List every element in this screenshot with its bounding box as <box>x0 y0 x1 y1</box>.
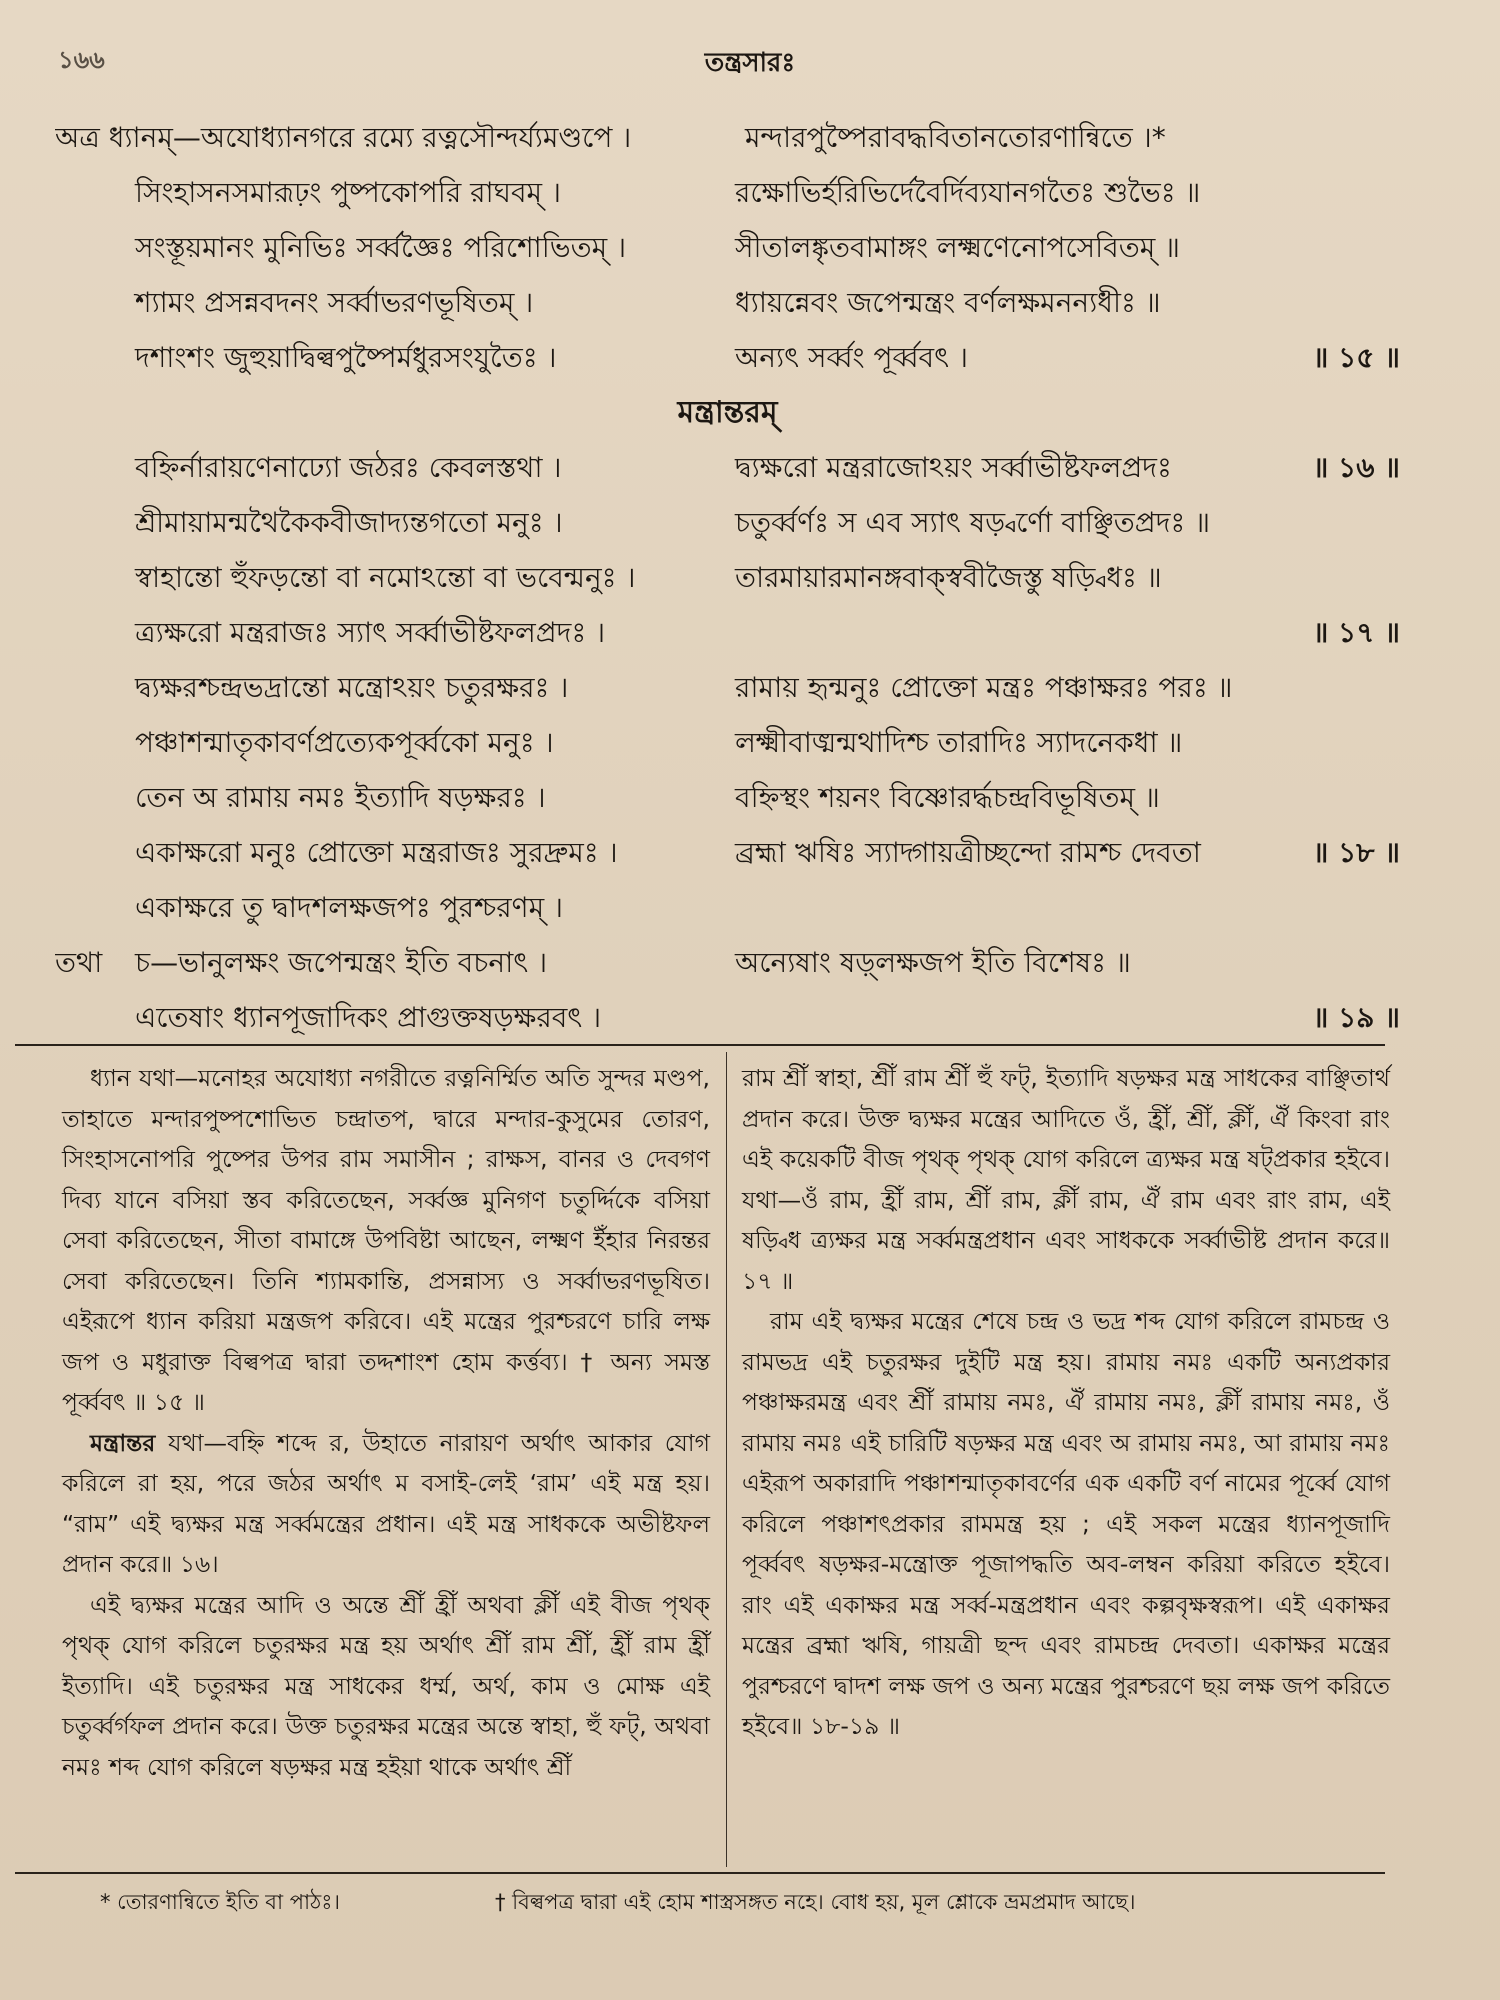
verse-second-half: চতুর্ব্বর্ণঃ স এব স্যাৎ ষড়্বর্ণো বাঞ্ছিতপ্রদঃ ॥ <box>735 506 1211 539</box>
verse-first-half: একাক্ষরে তু দ্বাদশলক্ষজপঃ পুরশ্চরণম্ । <box>135 891 564 924</box>
verse-line <box>55 990 1400 1045</box>
verse-second-half: দ্ব্যক্ষরো মন্ত্ররাজোঽয়ং সর্ব্বাভীষ্টফলপ্রদঃ <box>735 451 1172 484</box>
column-divider <box>726 1052 727 1867</box>
verse-first-half: সিংহাসনসমারূঢ়ং পুষ্পকোপরি রাঘবম্ । <box>135 176 561 209</box>
verse-first-half: দশাংশং জুহুয়াদ্বিল্বপুষ্পৈর্মধুরসংযুতৈঃ । <box>135 341 557 374</box>
verse-first-half: সংস্তূয়মানং মুনিভিঃ সর্ব্বজ্ঞৈঃ পরিশোভিতম্ । <box>135 231 627 264</box>
verse-first-half: শ্রীমায়ামন্মথৈকৈকবীজাদ্যন্তগতো মনুঃ । <box>135 506 563 539</box>
verse-first-half: চ—ভানুলক্ষং জপেন্মন্ত্রং ইতি বচনাৎ । <box>135 946 548 979</box>
footnote-divider <box>15 1872 1385 1874</box>
verse-first-half: এতেষাং ধ্যানপূজাদিকং প্রাগুক্তষড়ক্ষরবৎ । <box>135 1001 602 1034</box>
verse-first-half: ত্র্যক্ষরো মন্ত্ররাজঃ স্যাৎ সর্ব্বাভীষ্টফলপ্রদঃ । <box>135 616 606 649</box>
verse-second-half: বহ্নিস্থং শয়নং বিষ্ণোরর্দ্ধচন্দ্রবিভূষিতম্ ॥ <box>735 781 1160 814</box>
verse-second-half: লক্ষ্মীবাঙ্মন্মথাদিশ্চ তারাদিঃ স্যাদনেকধা ॥ <box>735 726 1183 759</box>
section-heading-text: মন্ত্রান্তরম্ <box>677 395 778 430</box>
verse-line <box>55 605 1400 660</box>
verse-first-half: স্বাহান্তো হুঁফড়ন্তো বা নমোঽন্তো বা ভবেন্মনুঃ । <box>135 561 636 594</box>
verse-second-half: অন্যেষাং ষড়্লক্ষজপ ইতি বিশেষঃ ॥ <box>735 946 1131 979</box>
verse-line <box>55 550 1400 605</box>
verse-first-half: পঞ্চাশন্মাতৃকাবর্ণপ্রত্যেকপূর্ব্বকো মনুঃ । <box>135 726 554 759</box>
verse-second-half: মন্দারপুষ্পৈরাবদ্ধবিতানতোরণান্বিতে ।* <box>745 121 1166 154</box>
verse-second-half: সীতালঙ্কৃতবামাঙ্গং লক্ষ্মণেনোপসেবিতম্ ॥ <box>735 231 1181 264</box>
verse-number: ॥ ১৮ ॥ <box>1312 836 1400 869</box>
commentary-paragraph: রাম এই দ্ব্যক্ষর মন্ত্রের শেষে চন্দ্র ও ভদ্র শব্দ যোগ করিলে রামচন্দ্র ও রামভদ্র এই চতুরক্ষর দুইটি মন্ত্র হয়। রামায় নমঃ একটি অন্যপ্রকার পঞ্চাক্ষরমন্ত্র এবং শ্রীঁ রামায় নমঃ, ঐঁ রামায় নমঃ, ক্লীঁ রামায় নমঃ, ওঁ রামায় নমঃ এই চারিটি ষড়ক্ষর মন্ত্র এবং অ রামায় নমঃ, আ রামায় নমঃ এইরূপ অকারাদি পঞ্চাশন্মাতৃকাবর্ণের এক একটি বর্ণ নামের পূর্ব্বে যোগ করিলে পঞ্চাশৎপ্রকার রামমন্ত্র হয় ; এই সকল মন্ত্রের ধ্যানপূজাদি পূর্ব্ববৎ ষড়ক্ষর-মন্ত্রোক্ত পূজাপদ্ধতি অব-লম্বন করিয়া করিতে হইবে। রাং এই একাক্ষর মন্ত্র সর্ব্ব-মন্ত্রপ্রধান এবং কল্পবৃক্ষস্বরূপ। এই একাক্ষর মন্ত্রের ব্রহ্মা ঋষি, গায়ত্রী ছন্দ এবং রামচন্দ্র দেবতা। একাক্ষর মন্ত্রের পুরশ্চরণে দ্বাদশ লক্ষ জপ ও অন্য মন্ত্রের পুরশ্চরণে ছয় লক্ষ জপ করিতে হইবে॥ ১৮-১৯ ॥ <box>742 1307 1390 1740</box>
verse-first-half: তেন অ রামায় নমঃ ইত্যাদি ষড়ক্ষরঃ । <box>135 781 546 814</box>
verse-line <box>55 495 1400 550</box>
verse-line <box>55 715 1400 770</box>
verse-first-half: বহ্নির্নারায়ণেনাঢ্যো জঠরঃ কেবলস্তথা । <box>135 451 562 484</box>
verse-second-half: ব্রহ্মা ঋষিঃ স্যাদ্গায়ত্রীচ্ছন্দো রামশ্চ দেবতা <box>735 836 1201 869</box>
paragraph-text: এই দ্ব্যক্ষর মন্ত্রের আদি ও অন্তে শ্রীঁ হ্রীঁ অথবা ক্লীঁ এই বীজ পৃথক্ পৃথক্ যোগ করিলে চতুরক্ষর মন্ত্র হয় অর্থাৎ শ্রীঁ রাম শ্রীঁ, হ্রীঁ রাম হ্রীঁ ইত্যাদি। এই চতুরক্ষর মন্ত্র সাধকের ধর্ম্ম, অর্থ, কাম ও মোক্ষ এই চতুর্ব্বর্গফল প্রদান করে। উক্ত চতুরক্ষর মন্ত্রের অন্তে স্বাহা, হুঁ ফট্, অথবা নমঃ শব্দ যোগ করিলে ষড়ক্ষর মন্ত্র হইয়া থাকে অর্থাৎ শ্রীঁ <box>62 1590 710 1781</box>
commentary-left-column <box>62 1058 710 1787</box>
commentary-paragraph <box>62 1585 710 1788</box>
verse-line <box>55 275 1400 330</box>
verse-line <box>55 935 1400 990</box>
verse-line <box>55 660 1400 715</box>
sanskrit-verses <box>55 110 1400 1045</box>
commentary-paragraph <box>62 1058 710 1423</box>
verse-first-half: দ্ব্যক্ষরশ্চন্দ্রভদ্রান্তো মন্ত্রোঽয়ং চতুরক্ষরঃ । <box>135 671 569 704</box>
section-heading <box>55 385 1400 440</box>
footnote-editorial-note: † বিল্বপত্র দ্বারা এই হোম শাস্ত্রসঙ্গত নহে। বোধ হয়, মূল শ্লোকে ভ্রমপ্রমাদ আছে। <box>495 1890 1136 1914</box>
verse-number: ॥ ১৫ ॥ <box>1312 341 1400 374</box>
paragraph-text: ধ্যান যথা—মনোহর অযোধ্যা নগরীতে রত্ননির্ম্মিত অতি সুন্দর মণ্ডপ, তাহাতে মন্দারপুষ্পশোভিত চন্দ্রাতপ, দ্বারে মন্দার-কুসুমের তোরণ, সিংহাসনোপরি পুষ্পের উপর রাম সমাসীন ; রাক্ষস, বানর ও দেবগণ দিব্য যানে বসিয়া স্তব করিতেছেন, সর্ব্বজ্ঞ মুনিগণ চতুর্দ্দিকে বসিয়া সেবা করিতেছেন, সীতা বামাঙ্গে উপবিষ্টা আছেন, লক্ষ্মণ ইঁহার নিরন্তর সেবা করিতেছেন। তিনি শ্যামকান্তি, প্রসন্নাস্য ও সর্ব্বাভরণভূষিত। এইরূপে ধ্যান করিয়া মন্ত্রজপ করিবে। এই মন্ত্রের পুরশ্চরণে চারি লক্ষ জপ ও মধুরাক্ত বিল্বপত্র দ্বারা তদ্দশাংশ হোম কর্ত্তব্য। † অন্য সমস্ত পূর্ব্ববৎ ॥ ১৫ ॥ <box>62 1064 710 1416</box>
verse-number: ॥ ১৯ ॥ <box>1312 1001 1400 1034</box>
paragraph-text: যথা—বহ্নি শব্দে র, উহাতে নারায়ণ অর্থাৎ আকার যোগ করিলে রা হয়, পরে জঠর অর্থাৎ ম বসাই-লেই ‘রাম’ এই মন্ত্র হয়। “রাম” এই দ্ব্যক্ষর মন্ত্র সর্ব্বমন্ত্রের প্রধান। এই মন্ত্র সাধককে অভীষ্টফল প্রদান করে॥ ১৬। <box>62 1428 710 1578</box>
verse-line <box>55 165 1400 220</box>
verse-number: ॥ ১৭ ॥ <box>1312 616 1400 649</box>
verse-second-half: অন্যৎ সর্ব্বং পূর্ব্ববৎ । <box>735 341 969 374</box>
footnote-variant-reading: * তোরণান্বিতে ইতি বা পাঠঃ। <box>100 1890 340 1914</box>
verse-line <box>55 330 1400 385</box>
verse-second-half: রক্ষোভির্হরিভির্দেবৈর্দিব্যযানগতৈঃ শুভৈঃ ॥ <box>735 176 1201 209</box>
verse-line <box>55 440 1400 495</box>
verse-line <box>55 880 1400 935</box>
page-number: ১৬৬ <box>58 46 105 74</box>
verse-second-half: তারমায়ারমানঙ্গবাক্স্ববীজৈস্তু ষড়্বিধঃ ॥ <box>735 561 1162 594</box>
verse-first-half: একাক্ষরো মনুঃ প্রোক্তো মন্ত্ররাজঃ সুরদ্রুমঃ । <box>135 836 618 869</box>
paragraph-lead: মন্ত্রান্তর <box>90 1428 156 1457</box>
commentary-right-column <box>742 1058 1390 1747</box>
verse-line <box>55 110 1400 165</box>
commentary-paragraph: রাম শ্রীঁ স্বাহা, শ্রীঁ রাম শ্রীঁ হুঁ ফট্, ইত্যাদি ষড়ক্ষর মন্ত্র সাধকের বাঞ্ছিতার্থ প্রদান করে। উক্ত দ্ব্যক্ষর মন্ত্রের আদিতে ওঁ, হ্রীঁ, শ্রীঁ, ক্লীঁ, ঐঁ কিংবা রাং এই কয়েকটি বীজ পৃথক্ পৃথক্ যোগ করিলে ত্র্যক্ষর মন্ত্র ষট্প্রকার হইবে। যথা—ওঁ রাম, হ্রীঁ রাম, শ্রীঁ রাম, ক্লীঁ রাম, ঐঁ রাম এবং রাং রাম, এই ষড়্বিধ ত্র্যক্ষর মন্ত্র সর্ব্বমন্ত্রপ্রধান এবং সাধককে সর্ব্বাভীষ্ট প্রদান করে॥ ১৭ ॥ <box>742 1064 1390 1295</box>
section-divider <box>15 1044 1385 1046</box>
verse-line <box>55 220 1400 275</box>
running-title: তন্ত্রসারঃ <box>704 48 796 78</box>
commentary-paragraph <box>62 1423 710 1585</box>
verse-line <box>55 825 1400 880</box>
verse-line <box>55 770 1400 825</box>
page-header <box>0 42 1500 82</box>
verse-number: ॥ ১৬ ॥ <box>1312 451 1400 484</box>
verse-first-half: অত্র ধ্যানম্—অযোধ্যানগরে রম্যে রত্নসৌন্দর্য্যমণ্ডপে । <box>55 121 632 154</box>
verse-prefix: তথা <box>55 946 103 979</box>
verse-second-half: ধ্যায়ন্নেবং জপেন্মন্ত্রং বর্ণলক্ষমনন্যধীঃ ॥ <box>735 286 1161 319</box>
verse-first-half: শ্যামং প্রসন্নবদনং সর্ব্বাভরণভূষিতম্ । <box>135 286 534 319</box>
verse-second-half: রামায় হৃন্মনুঃ প্রোক্তো মন্ত্রঃ পঞ্চাক্ষরঃ পরঃ ॥ <box>735 671 1233 704</box>
